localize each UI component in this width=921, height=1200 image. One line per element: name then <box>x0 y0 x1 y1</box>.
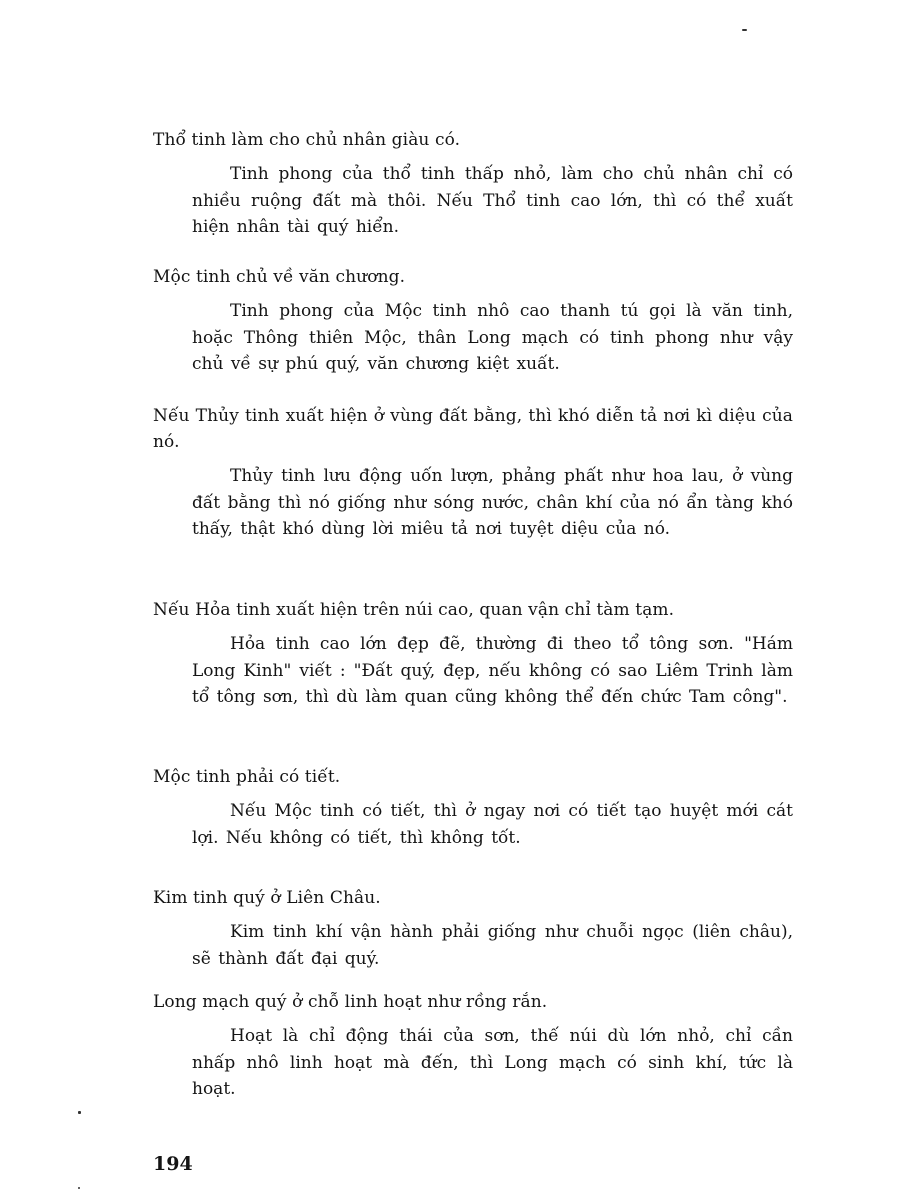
section-moc-tinh-tiet <box>153 764 793 851</box>
section-tho-tinh <box>153 127 793 241</box>
section-hoa-tinh <box>153 597 793 711</box>
section-body: Kim tinh khí vận hành phải giống như chuỗi ngọc (liên châu), sẽ thành đất đại quý. <box>192 922 793 969</box>
section-body: Hỏa tinh cao lớn đẹp đẽ, thường đi theo tổ tông sơn. "Hám Long Kinh" viết : "Đất quý, đẹp, nếu không có sao Liêm Trinh làm tổ tông sơn, thì dù làm quan cũng không thể đến chức Tam công". <box>192 634 793 707</box>
page-number: 194 <box>153 1153 193 1175</box>
scan-speck <box>78 1111 81 1114</box>
section-heading: Long mạch quý ở chỗ linh hoạt như rồng rắn. <box>153 992 548 1012</box>
section-body: Tinh phong của thổ tinh thấp nhỏ, làm cho chủ nhân chỉ có nhiều ruộng đất mà thôi. Nếu Thổ tinh cao lớn, thì có thể xuất hiện nhân tài quý hiển. <box>192 164 793 237</box>
section-heading: Kim tinh quý ở Liên Châu. <box>153 888 381 908</box>
section-heading: Mộc tinh chủ về văn chương. <box>153 267 406 287</box>
section-body: Nếu Mộc tinh có tiết, thì ở ngay nơi có tiết tạo huyệt mới cát lợi. Nếu không có tiết, thì không tốt. <box>192 801 793 848</box>
section-body: Tinh phong của Mộc tinh nhô cao thanh tú gọi là văn tinh, hoặc Thông thiên Mộc, thân Long mạch có tinh phong như vậy chủ về sự phú quý, văn chương kiệt xuất. <box>192 301 793 374</box>
section-heading: Nếu Thủy tinh xuất hiện ở vùng đất bằng, thì khó diễn tả nơi kì diệu của nó. <box>153 406 793 452</box>
section-moc-tinh-van-chuong <box>153 264 793 378</box>
section-kim-tinh <box>153 885 793 972</box>
section-body: Thủy tinh lưu động uốn lượn, phảng phất như hoa lau, ở vùng đất bằng thì nó giống như sóng nước, chân khí của nó ẩn tàng khó thấy, thật khó dùng lời miêu tả nơi tuyệt diệu của nó. <box>192 466 793 539</box>
section-thuy-tinh <box>153 403 793 543</box>
section-heading: Mộc tinh phải có tiết. <box>153 767 341 787</box>
scan-speck <box>78 1187 80 1189</box>
section-heading: Thổ tinh làm cho chủ nhân giàu có. <box>153 130 461 150</box>
section-long-mach <box>153 989 793 1103</box>
scan-speck <box>742 29 747 31</box>
section-heading: Nếu Hỏa tinh xuất hiện trên núi cao, quan vận chỉ tàm tạm. <box>153 600 675 620</box>
section-body: Hoạt là chỉ động thái của sơn, thế núi dù lớn nhỏ, chỉ cần nhấp nhô linh hoạt mà đến, thì Long mạch có sinh khí, tức là hoạt. <box>192 1026 793 1099</box>
